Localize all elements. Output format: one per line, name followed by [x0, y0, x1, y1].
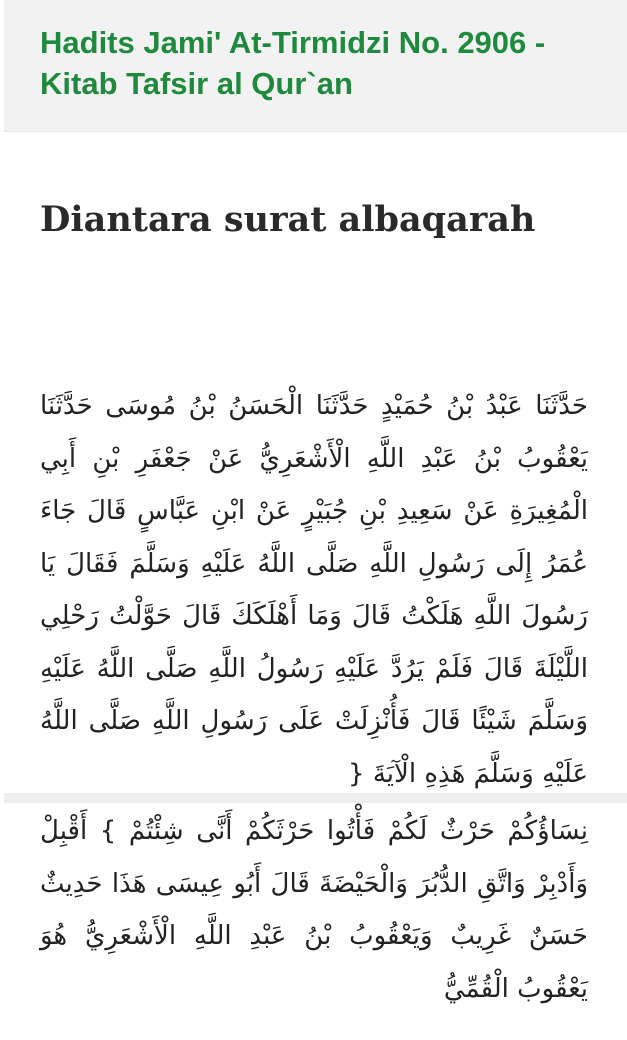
page-title: Hadits Jami' At-Tirmidzi No. 2906 - Kitab Tafsir al Qur`an — [40, 25, 546, 101]
section-heading: Diantara surat albaqarah — [40, 199, 536, 240]
hadith-arabic-text-part-2: نِسَاؤُكُمْ حَرْثٌ لَكُمْ فَأْتُوا حَرْثَكُمْ أَنَّى شِئْتُمْ } أَقْبِلْ وَأَدْبِرْ وَاتَّقِ الدُّبُرَ وَالْحَيْضَةَ قَالَ أَبُو عِيسَى هَذَا حَدِيثٌ حَسَنٌ غَرِيبٌ وَيَعْقُوبُ بْنُ عَبْدِ اللَّهِ الْأَشْعَرِيُّ هُوَ يَعْقُوبُ الْقُمِّيُّ — [40, 816, 588, 1004]
header-bar — [4, 0, 627, 132]
page-divider — [4, 793, 627, 803]
hadith-arabic-text-part-1: حَدَّثَنَا عَبْدُ بْنُ حُمَيْدٍ حَدَّثَنَا الْحَسَنُ بْنُ مُوسَى حَدَّثَنَا يَعْقُوبُ بْنُ عَبْدِ اللَّهِ الْأَشْعَرِيُّ عَنْ جَعْفَرِ بْنِ أَبِي الْمُغِيرَةِ عَنْ سَعِيدِ بْنِ جُبَيْرٍ عَنْ ابْنِ عَبَّاسٍ قَالَ جَاءَ عُمَرُ إِلَى رَسُولِ اللَّهِ صَلَّى اللَّهُ عَلَيْهِ وَسَلَّمَ فَقَالَ يَا رَسُولَ اللَّهِ هَلَكْتُ قَالَ وَمَا أَهْلَكَكَ قَالَ حَوَّلْتُ رَحْلِي اللَّيْلَةَ قَالَ فَلَمْ يَرُدَّ عَلَيْهِ رَسُولُ اللَّهِ صَلَّى اللَّهُ عَلَيْهِ وَسَلَّمَ شَيْئًا قَالَ فَأُنْزِلَتْ عَلَى رَسُولِ اللَّهِ صَلَّى اللَّهُ عَلَيْهِ وَسَلَّمَ هَذِهِ الْآيَةَ { — [40, 391, 588, 789]
